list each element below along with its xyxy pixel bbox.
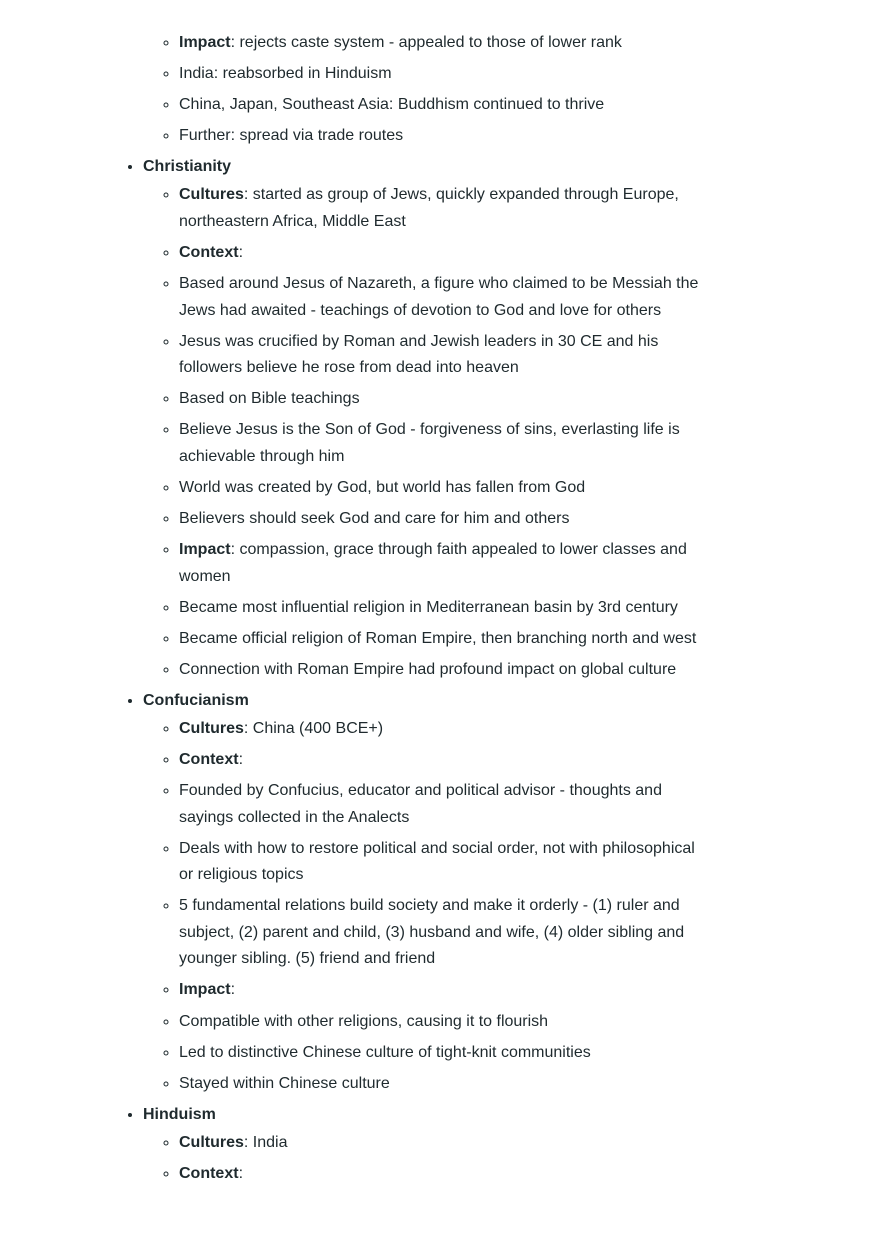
notes-document — [0, 30, 880, 1192]
item-text: Compatible with other religions, causing it to flourish — [179, 1012, 549, 1030]
item-label: Context — [179, 751, 239, 769]
item-label: Impact — [179, 981, 231, 999]
section-title: Confucianism — [143, 692, 249, 709]
section-sublist — [143, 182, 703, 683]
section-confucianism — [143, 688, 703, 1097]
item-text: Based around Jesus of Nazareth, a figure who claimed to be Messiah the Jews had awaited - teachings of devotion to God and love for others — [179, 275, 699, 319]
item-label: Impact — [179, 34, 231, 51]
item-label: Cultures — [179, 186, 244, 204]
item-text: World was created by God, but world has fallen from God — [179, 478, 586, 496]
list-item — [179, 386, 703, 413]
item-text: : China (400 BCE+) — [243, 720, 384, 737]
continuation-list — [0, 30, 703, 150]
list-item — [179, 61, 703, 88]
section-christianity — [143, 154, 703, 683]
religions-list — [0, 154, 703, 1187]
section-title: Christianity — [143, 158, 232, 176]
item-text: India: reabsorbed in Hinduism — [179, 65, 392, 83]
item-text: Deals with how to restore political and social order, not with philosophical or religious topics — [179, 839, 695, 884]
item-text: : compassion, grace through faith appealed to lower classes and women — [179, 541, 687, 585]
list-item — [179, 240, 703, 267]
list-item — [179, 595, 703, 622]
list-item — [179, 182, 703, 235]
item-text: : rejects caste system - appealed to those of lower rank — [230, 34, 622, 51]
item-text: : — [238, 243, 244, 261]
item-text: Believers should seek God and care for him and others — [179, 510, 570, 528]
item-label: Context — [179, 243, 239, 261]
item-label: Impact — [179, 541, 231, 559]
item-text: Connection with Roman Empire had profound impact on global culture — [179, 660, 677, 678]
item-text: Stayed within Chinese culture — [179, 1074, 390, 1092]
section-sublist — [143, 1130, 703, 1188]
list-item — [179, 893, 703, 973]
item-text: : India — [243, 1133, 288, 1151]
list-item — [179, 271, 703, 324]
item-text: : — [238, 751, 244, 769]
section-title: Hinduism — [143, 1105, 216, 1123]
list-item — [179, 417, 703, 470]
list-item — [179, 1161, 703, 1188]
section-hinduism — [143, 1102, 703, 1188]
item-text: China, Japan, Southeast Asia: Buddhism continued to thrive — [179, 96, 605, 114]
list-item — [179, 329, 703, 382]
section-sublist — [143, 716, 703, 1097]
item-text: Became official religion of Roman Empire, then branching north and west — [179, 629, 697, 647]
list-item — [179, 836, 703, 889]
list-item — [179, 778, 703, 831]
list-item — [179, 977, 703, 1004]
list-item — [179, 123, 703, 150]
list-item — [179, 506, 703, 533]
list-item — [179, 1130, 703, 1157]
item-text: Founded by Confucius, educator and political advisor - thoughts and sayings collected in the Analects — [179, 782, 662, 826]
list-item — [179, 92, 703, 119]
item-text: Believe Jesus is the Son of God - forgiveness of sins, everlasting life is achievable through him — [179, 421, 680, 465]
item-text: Further: spread via trade routes — [179, 127, 404, 145]
item-label: Context — [179, 1164, 239, 1182]
list-item — [179, 747, 703, 774]
continuation-sublist — [143, 30, 703, 150]
list-item — [179, 30, 703, 57]
list-item — [179, 475, 703, 502]
list-item — [179, 626, 703, 653]
item-text: Became most influential religion in Mediterranean basin by 3rd century — [179, 598, 678, 616]
item-text: : — [238, 1164, 244, 1182]
item-text: 5 fundamental relations build society and make it orderly - (1) ruler and subject, (2) parent and child, (3) husband and wife, (4) older sibling and younger sibling. (5) friend and friend — [179, 897, 685, 968]
list-item — [179, 537, 703, 590]
list-item — [179, 1009, 703, 1036]
list-item — [179, 1040, 703, 1067]
item-text: Led to distinctive Chinese culture of tight-knit communities — [179, 1043, 591, 1061]
continuation-wrapper — [143, 30, 703, 150]
list-item — [179, 1071, 703, 1098]
list-item — [179, 716, 703, 743]
item-text: : started as group of Jews, quickly expanded through Europe, northeastern Africa, Middle East — [179, 186, 679, 230]
item-text: Jesus was crucified by Roman and Jewish leaders in 30 CE and his followers believe he rose from dead into heaven — [179, 332, 659, 377]
item-text: : — [230, 981, 236, 999]
list-item — [179, 657, 703, 684]
item-label: Cultures — [179, 720, 244, 737]
item-label: Cultures — [179, 1133, 244, 1151]
item-text: Based on Bible teachings — [179, 390, 360, 408]
